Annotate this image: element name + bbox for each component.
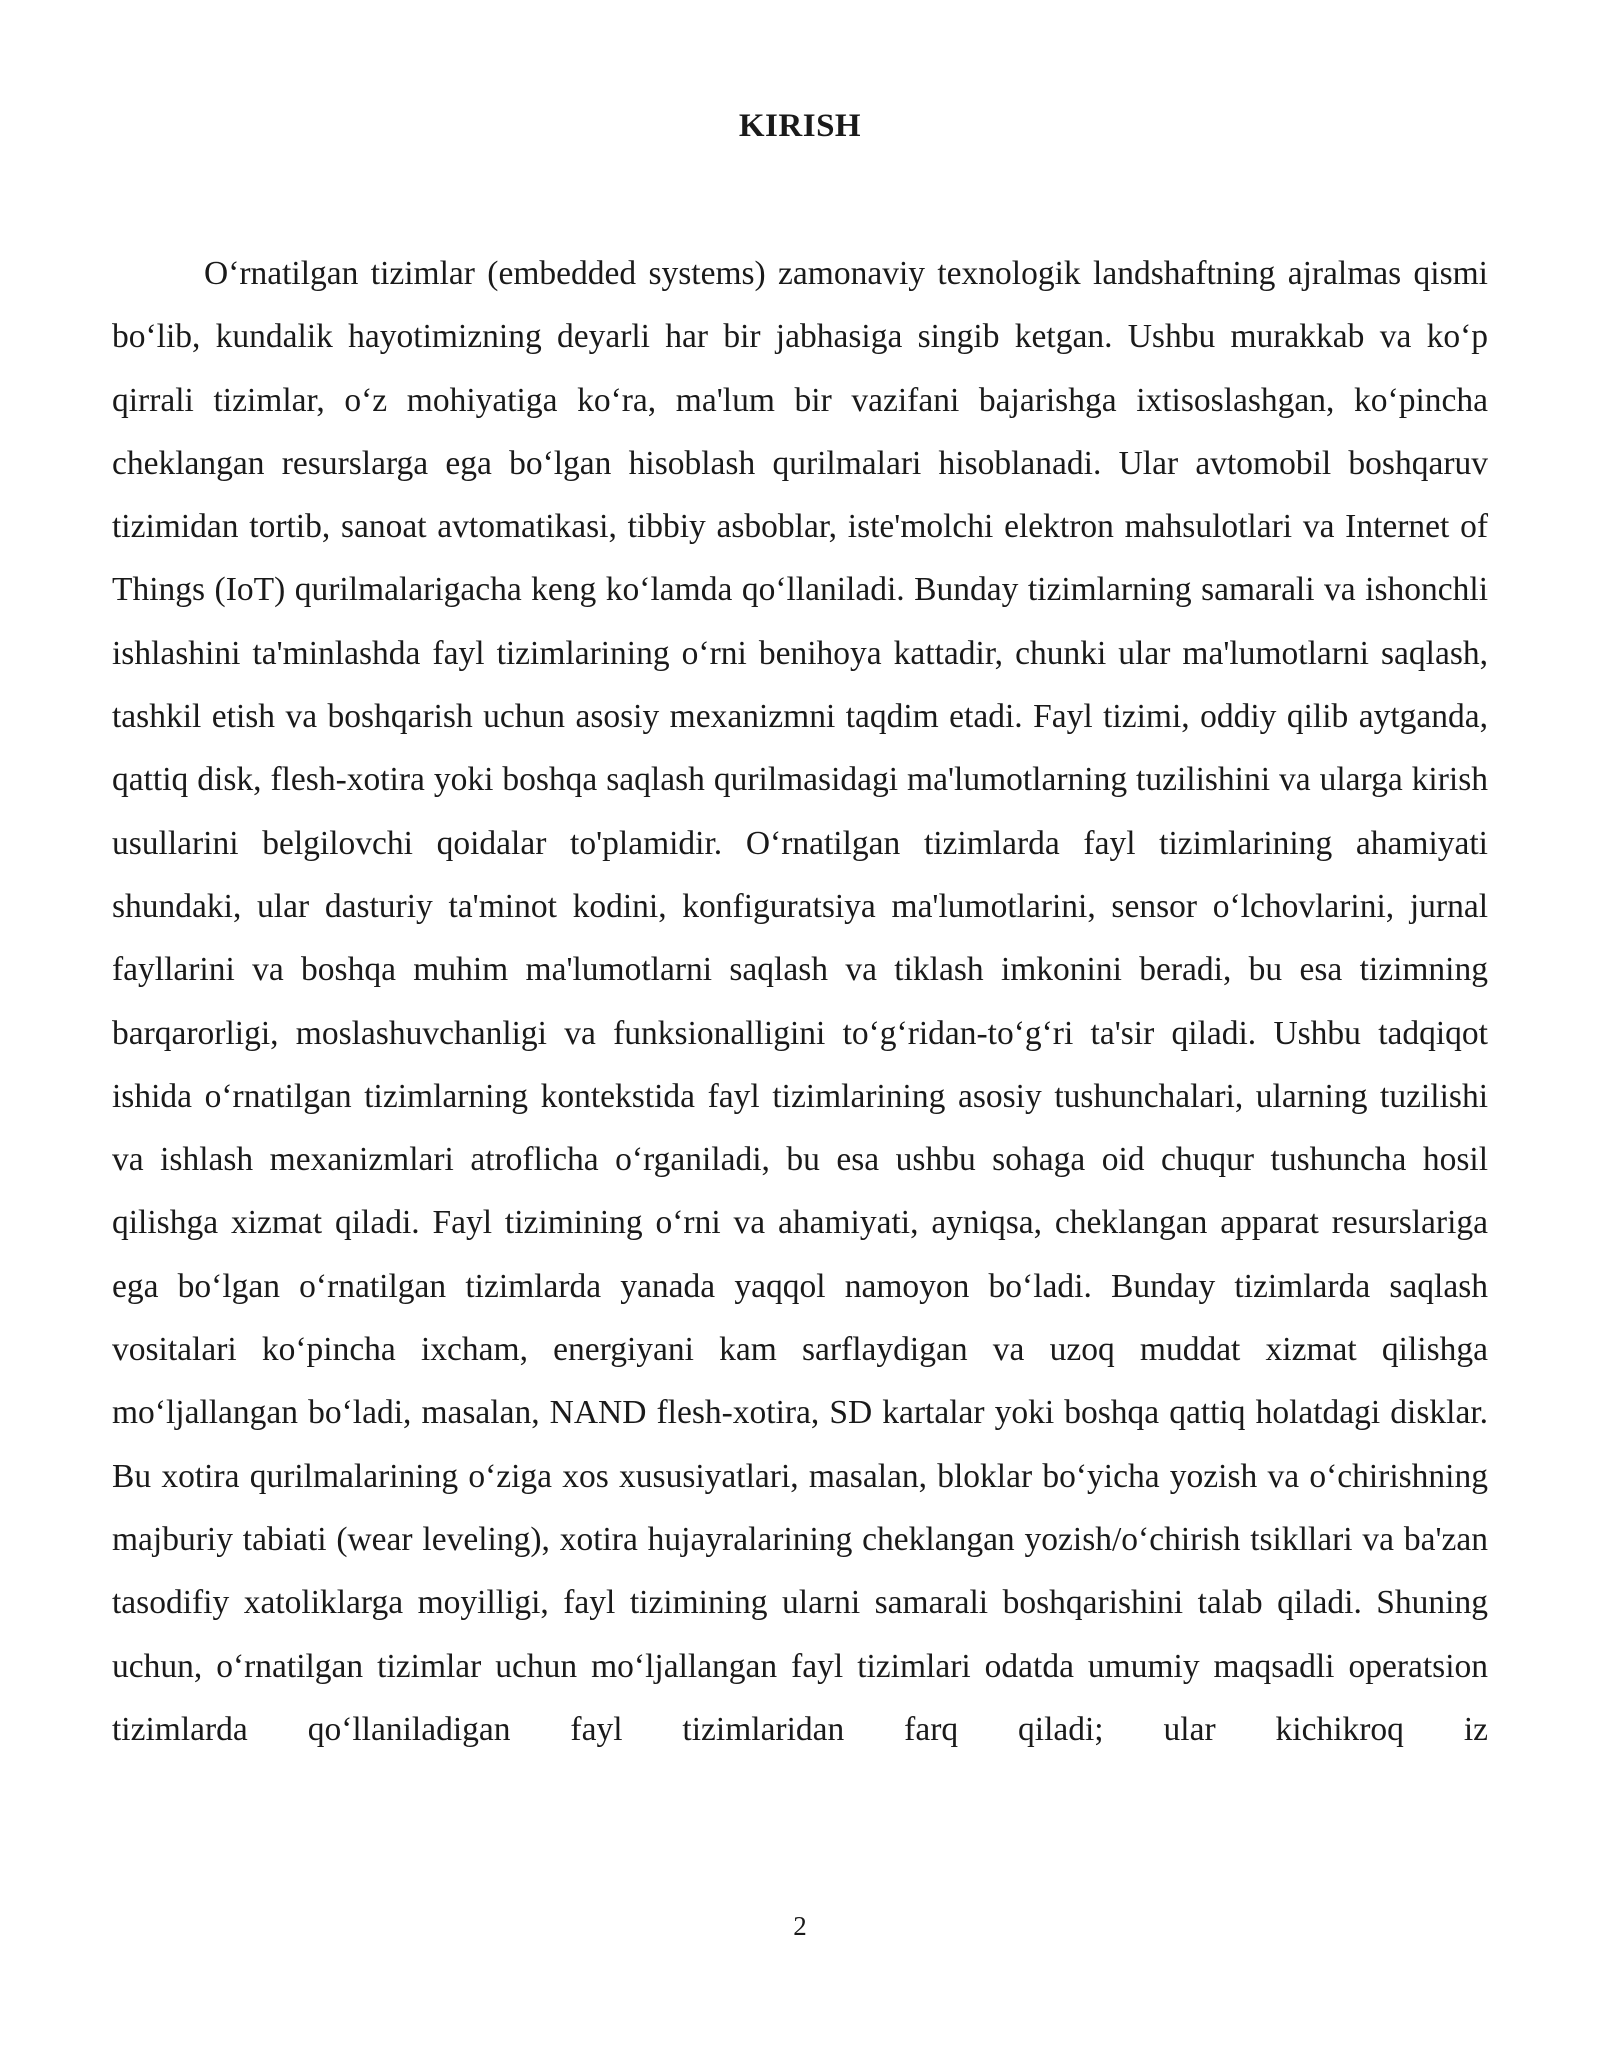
body-paragraph: O‘rnatilgan tizimlar (embedded systems) zamonaviy texnologik landshaftning ajralmas qismi bo‘lib, kundalik hayotimizning deyarli har bir jabhasiga singib ketgan. Ushbu murakkab va ko‘p qirrali tizimlar, o‘z mohiyatiga ko‘ra, ma'lum bir vazifani bajarishga ixtisoslashgan, ko‘pincha cheklangan resurslarga ega bo‘lgan hisoblash qurilmalari hisoblanadi. Ular avtomobil boshqaruv tizimidan tortib, sanoat avtomatikasi, tibbiy asboblar, iste'molchi elektron mahsulotlari va Internet of Things (IoT) qurilmalarigacha keng ko‘lamda qo‘llaniladi. Bunday tizimlarning samarali va ishonchli ishlashini ta'minlashda fayl tizimlarining o‘rni benihoya kattadir, chunki ular ma'lumotlarni saqlash, tashkil etish va boshqarish uchun asosiy mexanizmni taqdim etadi. Fayl tizimi, oddiy qilib aytganda, qattiq disk, flesh-xotira yoki boshqa saqlash qurilmasidagi ma'lumotlarning tuzilishini va ularga kirish usullarini belgilovchi qoidalar to'plamidir. O‘rnatilgan tizimlarda fayl tizimlarining ahamiyati shundaki, ular dasturiy ta'minot kodini, konfiguratsiya ma'lumotlarini, sensor o‘lchovlarini, jurnal fayllarini va boshqa muhim ma'lumotlarni saqlash va tiklash imkonini beradi, bu esa tizimning barqarorligi, moslashuvchanligi va funksionalligini to‘g‘ridan-to‘g‘ri ta'sir qiladi. Ushbu tadqiqot ishida o‘rnatilgan tizimlarning kontekstida fayl tizimlarining asosiy tushunchalari, ularning tuzilishi va ishlash mexanizmlari atroflicha o‘rganiladi, bu esa ushbu sohaga oid chuqur tushuncha hosil qilishga xizmat qiladi. Fayl tizimining o‘rni va ahamiyati, ayniqsa, cheklangan apparat resurslariga ega bo‘lgan o‘rnatilgan tizimlarda yanada yaqqol namoyon bo‘ladi. Bunday tizimlarda saqlash vositalari ko‘pincha ixcham, energiyani kam sarflaydigan va uzoq muddat xizmat qilishga mo‘ljallangan bo‘ladi, masalan, NAND flesh-xotira, SD kartalar yoki boshqa qattiq holatdagi disklar. Bu xotira qurilmalarining o‘ziga xos xususiyatlari, masalan, bloklar bo‘yicha yozish va o‘chirishning majburiy tabiati (wear leveling), xotira hujayralarining cheklangan yozish/o‘chirish tsikllari va ba'zan tasodifiy xatoliklarga moyilligi, fayl tizimining ularni samarali boshqarishini talab qiladi. Shuning uchun, o‘rnatilgan tizimlar uchun mo‘ljallangan fayl tizimlari odatda umumiy maqsadli operatsion tizimlarda qo‘llaniladigan fayl tizimlaridan farq qiladi; ular kichikroq iz [112,255,1488,1748]
page-number: 2 [793,1911,807,1941]
section-heading: KIRISH [738,108,862,144]
